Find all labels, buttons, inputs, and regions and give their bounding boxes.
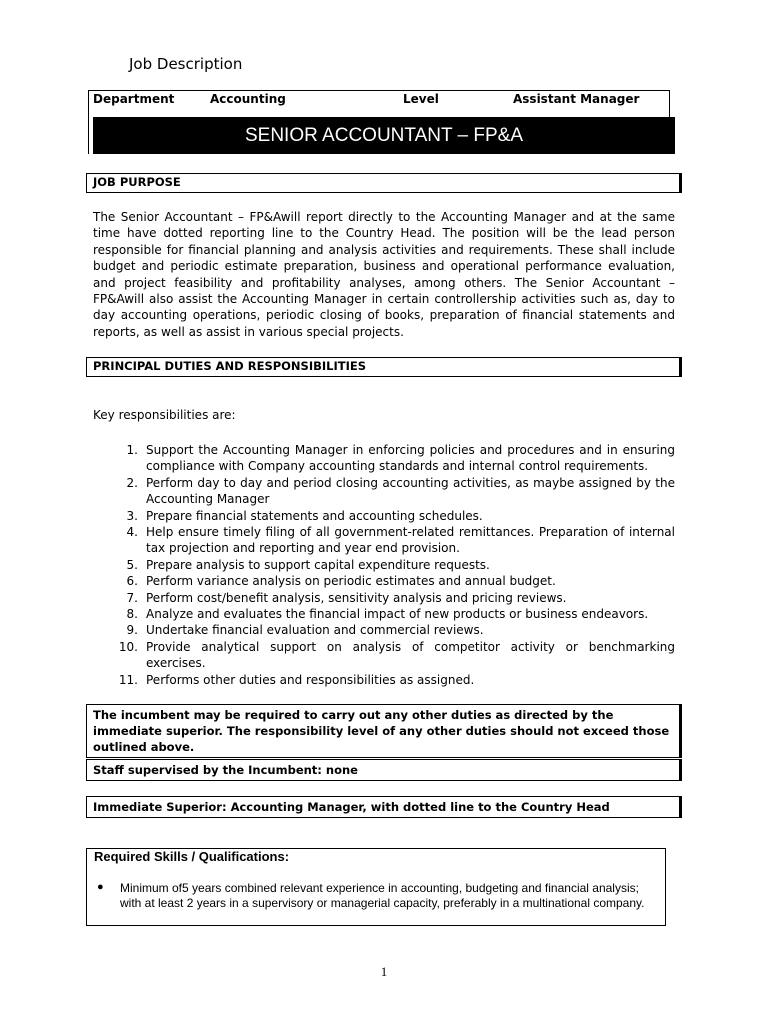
immediate-superior: Immediate Superior: Accounting Manager, with dotted line to the Country Head <box>86 796 682 818</box>
responsibilities-list <box>93 442 675 688</box>
skills-heading: Required Skills / Qualifications: <box>94 849 290 864</box>
list-item: 3. Prepare financial statements and accounting schedules. <box>126 508 483 523</box>
list-item: 1. Support the Accounting Manager in enforcing policies and procedures and in ensuring compliance with Company accounting standards and internal control requirements. <box>126 443 675 474</box>
bullet-icon: ● <box>97 881 104 893</box>
list-item: 5. Prepare analysis to support capital expenditure requests. <box>126 557 490 572</box>
job-purpose-heading: JOB PURPOSE <box>86 173 682 193</box>
level-value: Assistant Manager <box>513 92 640 106</box>
list-item: 4. Help ensure timely filing of all government-related remittances. Preparation of internal tax projection and reporting and year end provision. <box>126 525 675 556</box>
skill-item: Minimum of5 years combined relevant experience in accounting, budgeting and financial analysis; with at least 2 years in a supervisory or managerial capacity, preferably in a multinational company. <box>120 881 645 910</box>
level-label: Level <box>403 92 439 106</box>
list-item: 8. Analyze and evaluates the financial impact of new products or business endeavors. <box>126 607 649 622</box>
list-item: 9. Undertake financial evaluation and commercial reviews. <box>126 623 484 638</box>
page-number: 1 <box>380 964 388 979</box>
list-item: 2. Perform day to day and period closing accounting activities, as maybe assigned by the Accounting Manager <box>126 475 675 507</box>
other-duties-note: The incumbent may be required to carry out any other duties as directed by the immediate superior. The responsibility level of any other duties should not exceed those outlined above. <box>86 704 682 758</box>
staff-supervised: Staff supervised by the Incumbent: none <box>86 759 682 781</box>
list-item: 11. Performs other duties and responsibilities as assigned. <box>118 672 475 687</box>
department-label: Department <box>93 92 175 106</box>
required-skills-box <box>86 848 666 926</box>
list-item: 10. Provide analytical support on analysis of competitor activity or benchmarking exercises. <box>118 639 675 671</box>
job-purpose-text: The Senior Accountant – FP&Awill report directly to the Accounting Manager and at the same time have dotted reporting line to the Country Head. The position will be the lead person responsible for financial planning and analysis activities and requirements. These shall include budget and periodic estimate preparation, business and operational performance evaluation, and project feasibility and profitability analyses, among others. The Senior Accountant – FP&Awill also assist the Accounting Manager in certain controllership activities such as, day to day accounting operations, periodic closing of books, preparation of financial statements and reports, as well as assist in various special projects. <box>93 210 675 339</box>
duties-intro: Key responsibilities are: <box>93 408 236 422</box>
list-item: 6. Perform variance analysis on periodic estimates and annual budget. <box>126 574 556 589</box>
list-item: 7. Perform cost/benefit analysis, sensitivity analysis and pricing reviews. <box>126 590 567 605</box>
document-title: Job Description <box>129 55 243 73</box>
duties-heading: PRINCIPAL DUTIES AND RESPONSIBILITIES <box>86 357 682 377</box>
department-value: Accounting <box>210 92 286 106</box>
position-title-banner: SENIOR ACCOUNTANT – FP&A <box>93 117 675 154</box>
